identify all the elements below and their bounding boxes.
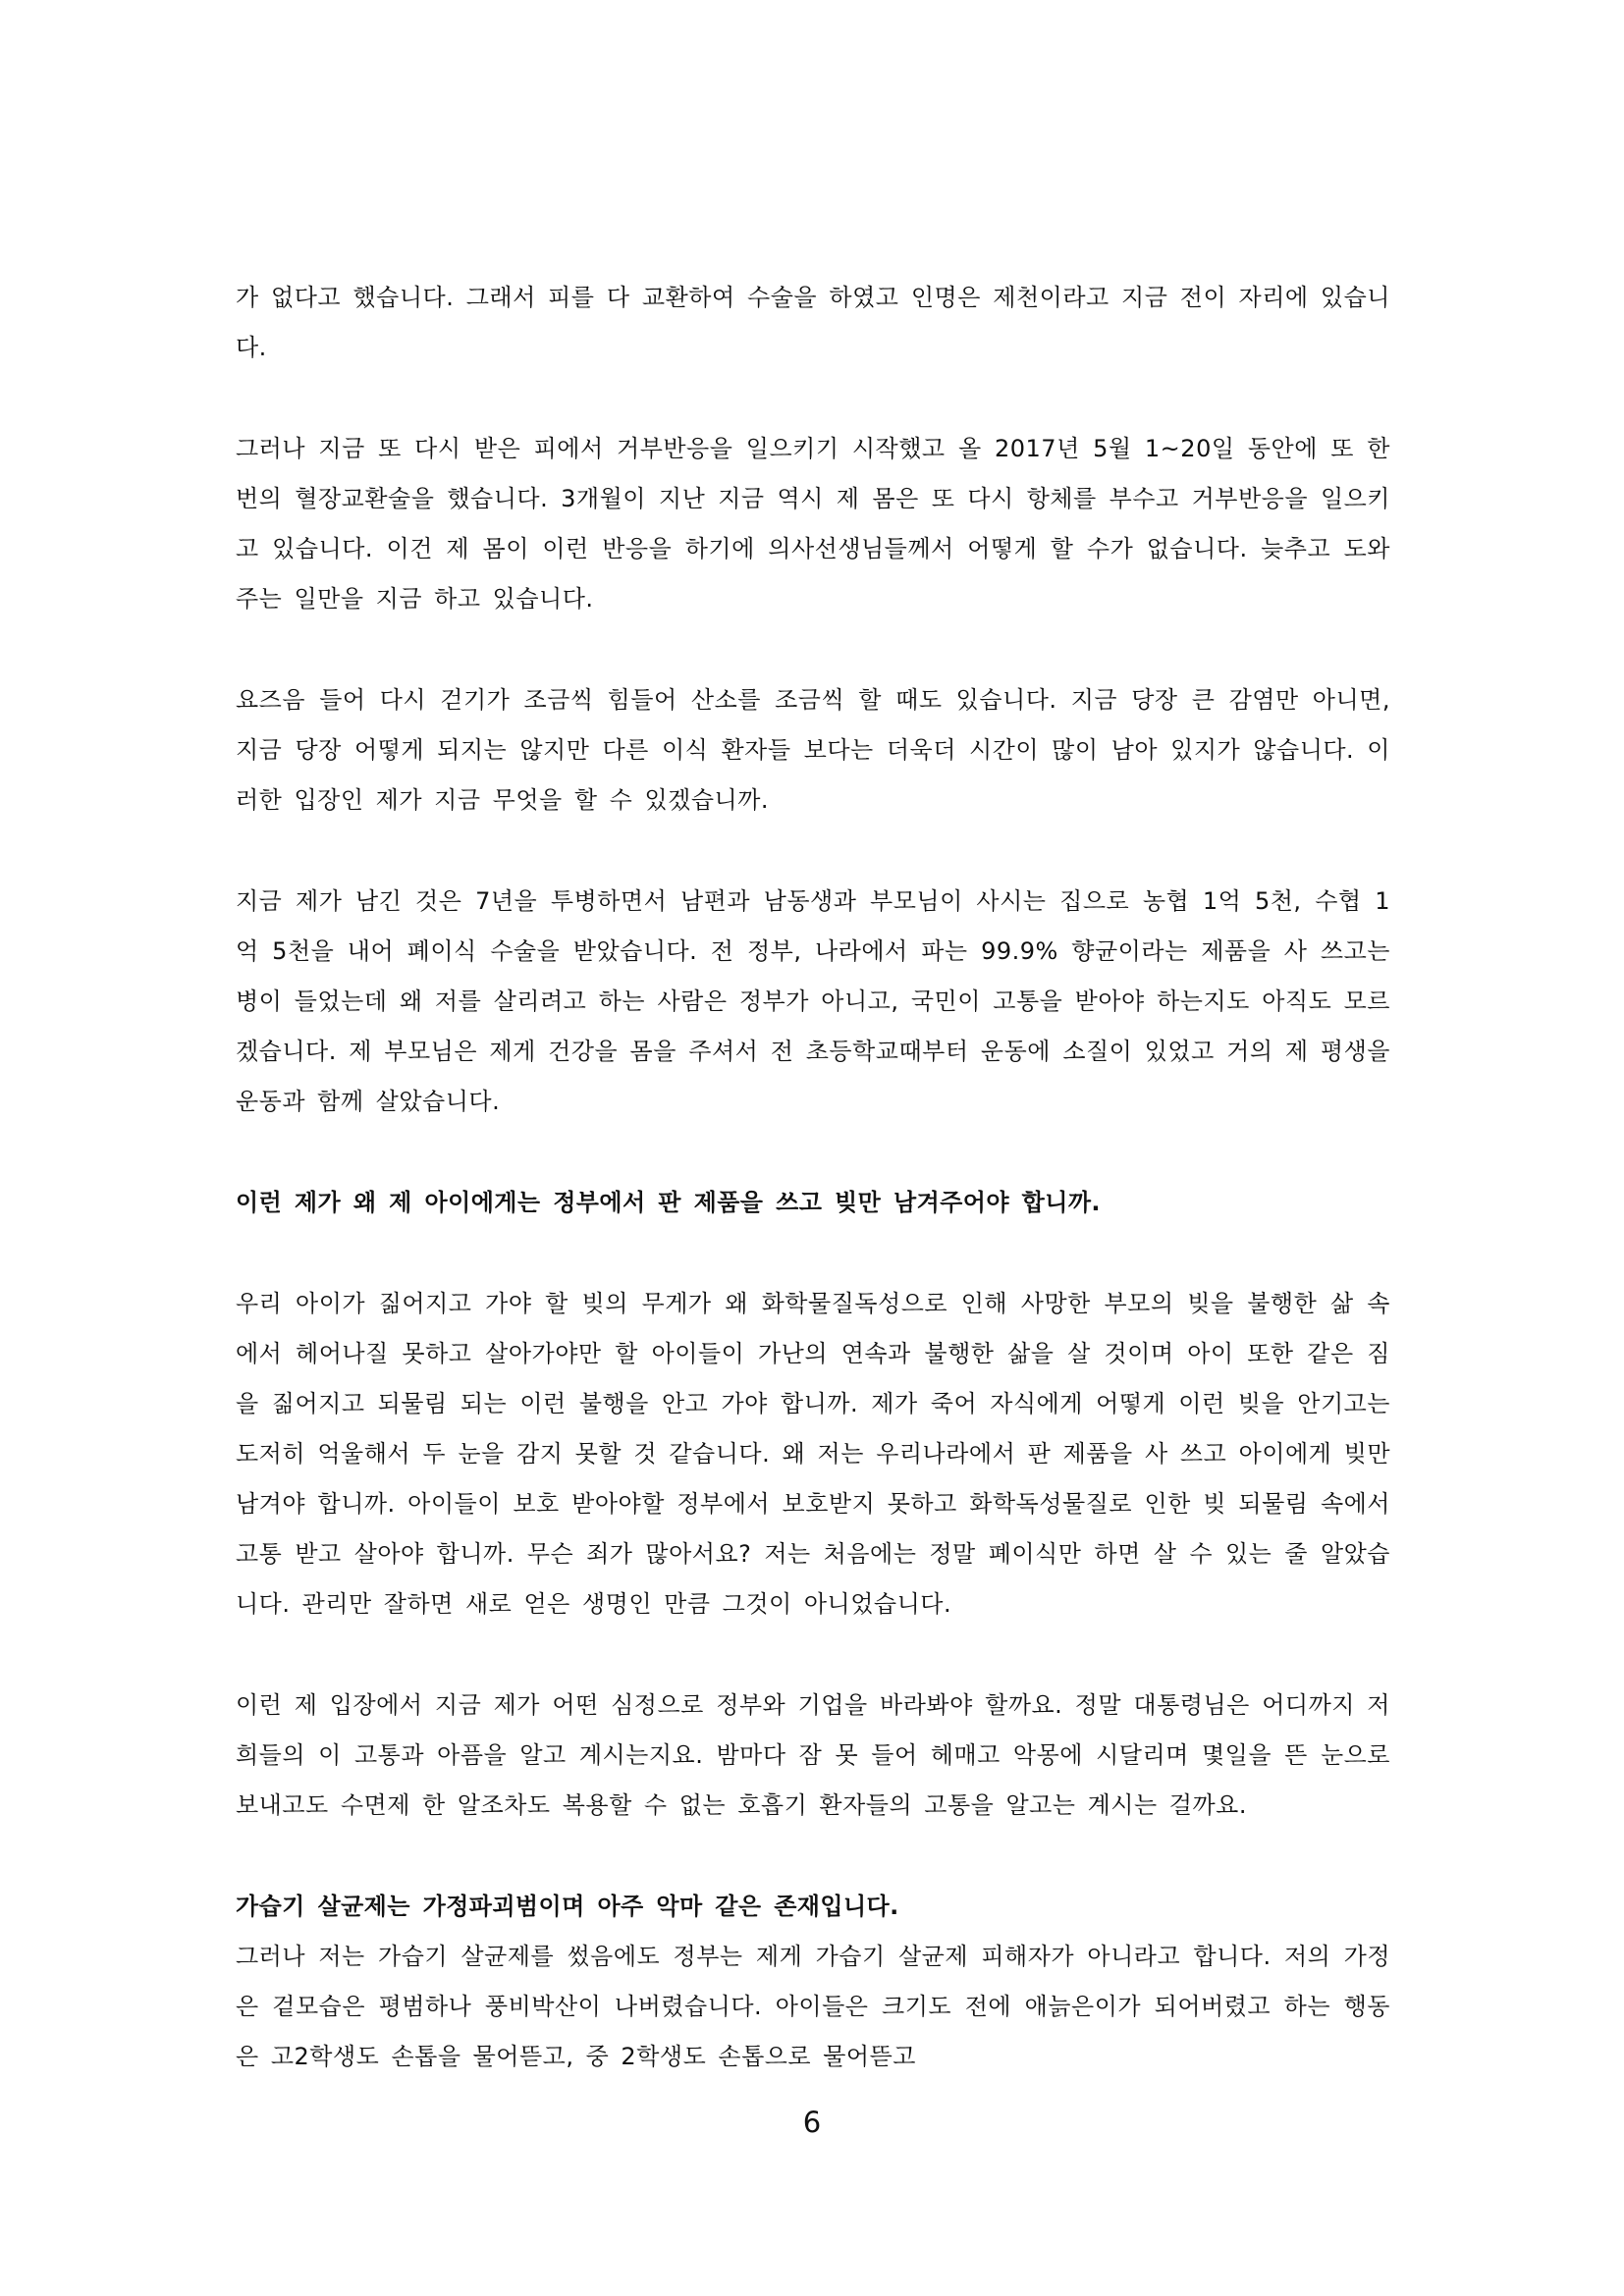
paragraph-president-appeal: 이런 제 입장에서 지금 제가 어떤 심정으로 정부와 기업을 바라봐야 할까요. 정말 대통령님은 어디까지 저희들의 이 고통과 아픔을 알고 계시는지요. 밤마다 잠 못 들어 헤매고 악몽에 시달리며 몇일을 뜬 눈으로 보내고도 수면제 한 알조차도 복용할 수 없는 호흡기 환자들의 고통을 알고는 계시는 걸까요. (236, 1691, 1390, 1819)
paragraph-rejection-reaction: 그러나 지금 또 다시 받은 피에서 거부반응을 일으키기 시작했고 올 2017년 5월 1~20일 동안에 또 한번의 혈장교환술을 했습니다. 3개월이 지난 지금 역시 제 몸은 또 다시 항체를 부수고 거부반응을 일으키고 있습니다. 이건 제 몸이 이런 반응을 하기에 의사선생님들께서 어떻게 할 수가 없습니다. 늦추고 도와주는 일만을 지금 하고 있습니다. (236, 435, 1390, 613)
paragraph-gap (236, 624, 1390, 675)
bold-heading-humidifier-disinfectant: 가습기 살균제는 가정파괴범이며 아주 악마 같은 존재입니다. (236, 1893, 899, 1920)
paragraph-gap (236, 1629, 1390, 1681)
paragraph-gap (236, 373, 1390, 424)
paragraph-gap (236, 826, 1390, 877)
paragraph-continued-transplant: 가 없다고 했습니다. 그래서 피를 다 교환하여 수술을 하였고 인명은 제천이라고 지금 전이 자리에 있습니다. (236, 284, 1390, 361)
document-body (236, 273, 1390, 2082)
paragraph-breathing-difficulty: 요즈음 들어 다시 걷기가 조금씩 힘들어 산소를 조금씩 할 때도 있습니다. 지금 당장 큰 감염만 아니면, 지금 당장 어떻게 되지는 않지만 다른 이식 환자들 보다는 더욱더 시간이 많이 남아 있지가 않습니다. 이러한 입장인 제가 지금 무엇을 할 수 있겠습니까. (236, 686, 1390, 814)
page-number: 6 (802, 2106, 822, 2139)
paragraph-children-debt: 우리 아이가 짊어지고 가야 할 빚의 무게가 왜 화학물질독성으로 인해 사망한 부모의 빚을 불행한 삶 속에서 헤어나질 못하고 살아가야만 할 아이들이 가난의 연속과 불행한 삶을 살 것이며 아이 또한 같은 짐을 짊어지고 되물림 되는 이런 불행을 안고 가야 합니까. 제가 죽어 자식에게 어떻게 이런 빚을 안기고는 도저히 억울해서 두 눈을 감지 못할 것 같습니다. 왜 저는 우리나라에서 판 제품을 사 쓰고 아이에게 빚만 남겨야 합니까. 아이들이 보호 받아야할 정부에서 보호받지 못하고 화학독성물질로 인한 빚 되물림 속에서 고통 받고 살아야 합니까. 무슨 죄가 많아서요? 저는 처음에는 정말 폐이식만 하면 살 수 있는 줄 알았습니다. 관리만 잘하면 새로 얻은 생명인 만큼 그것이 아니었습니다. (236, 1290, 1390, 1618)
paragraph-gap (236, 1127, 1390, 1178)
bold-heading-debt-question: 이런 제가 왜 제 아이에게는 정부에서 판 제품을 쓰고 빚만 남겨주어야 합니까. (236, 1189, 1101, 1216)
paragraph-loans-and-surgery: 지금 제가 남긴 것은 7년을 투병하면서 남편과 남동생과 부모님이 사시는 집으로 농협 1억 5천, 수협 1억 5천을 내어 폐이식 수술을 받았습니다. 전 정부, 나라에서 파는 99.9% 향균이라는 제품을 사 쓰고는 병이 들었는데 왜 저를 살리려고 하는 사람은 정부가 아니고, 국민이 고통을 받아야 하는지도 아직도 모르겠습니다. 제 부모님은 제게 건강을 몸을 주셔서 전 초등학교때부터 운동에 소질이 있었고 거의 제 평생을 운동과 함께 살았습니다. (236, 887, 1390, 1115)
paragraph-gap (236, 1228, 1390, 1279)
paragraph-gap (236, 1831, 1390, 1882)
paragraph-not-recognized-victim: 그러나 저는 가습기 살균제를 썼음에도 정부는 제게 가습기 살균제 피해자가 아니라고 합니다. 저의 가정은 겉모습은 평범하나 풍비박산이 나버렸습니다. 아이들은 크기도 전에 애늙은이가 되어버렸고 하는 행동은 고2학생도 손톱을 물어뜯고, 중 2학생도 손톱으로 물어뜯고 (236, 1943, 1390, 2070)
